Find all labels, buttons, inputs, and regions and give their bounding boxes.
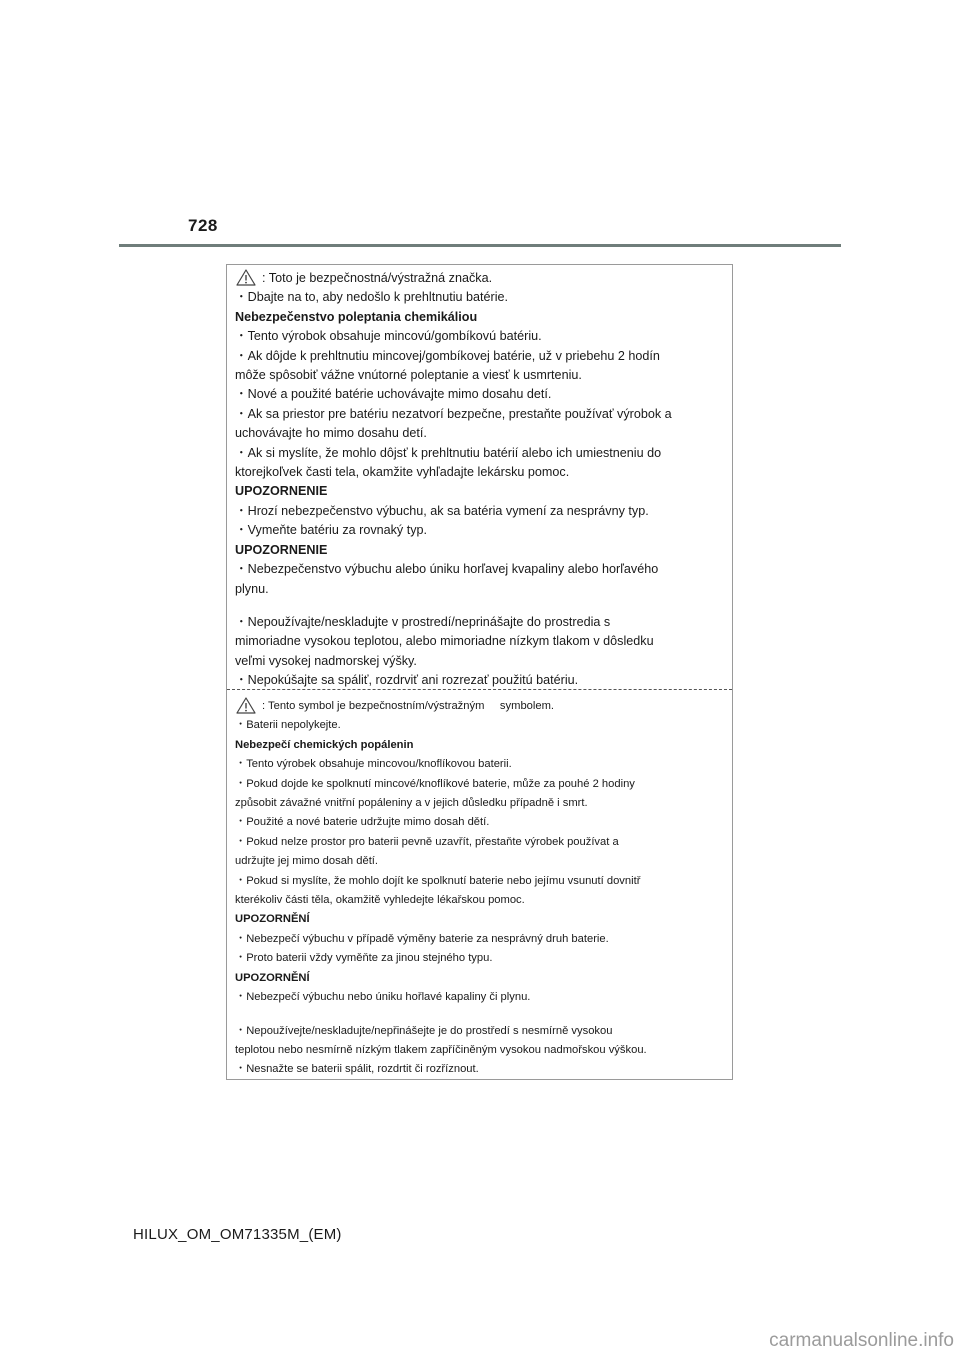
text-line: ・Dbajte na to, aby nedošlo k prehltnutiu batérie. [235, 290, 509, 305]
text-line: ・Proto baterii vždy vyměňte za jinou stejného typu. [235, 952, 493, 965]
symbol-description: : Toto je bezpečnostná/výstražná značka. [262, 271, 493, 285]
symbol-line [235, 269, 726, 288]
document-code: HILUX_OM_OM71335M_(EM) [133, 1226, 342, 1243]
watermark: carmanualsonline.info [769, 1330, 954, 1351]
warning-triangle-icon [236, 697, 256, 714]
language-divider [227, 689, 732, 690]
section-heading: UPOZORNENIE [235, 542, 328, 557]
section-heading: Nebezpečí chemických popálenin [235, 738, 414, 751]
text-line: ・Tento výrobok obsahuje mincovú/gombíkovú batériu. [235, 329, 542, 344]
section-heading: UPOZORNĚNÍ [235, 913, 310, 926]
warning-triangle-icon [236, 269, 256, 286]
text-line: ktorejkoľvek časti tela, okamžite vyhľadajte lekársku pomoc. [235, 465, 570, 480]
header-rule [119, 244, 841, 247]
text-line: ・Nebezpečí výbuchu v případě výměny baterie za nesprávný druh baterie. [235, 932, 609, 945]
text-line: uchovávajte ho mimo dosahu detí. [235, 426, 427, 441]
text-line: ・Nepoužívejte/neskladujte/nepřinášejte je do prostředí s nesmírně vysokou [235, 1024, 613, 1037]
text-line: plynu. [235, 581, 269, 596]
text-line: ・Použité a nové baterie udržujte mimo dosah dětí. [235, 816, 490, 829]
text-line: ・Pokud si myslíte, že mohlo dojít ke spolknutí baterie nebo jejímu vsunutí dovnitř [235, 874, 641, 887]
text-line: ・Nebezpečí výbuchu nebo úniku hořlavé kapaliny či plynu. [235, 991, 531, 1004]
text-line: způsobit závažné vnitřní popáleniny a v jejich důsledku případně i smrt. [235, 797, 588, 810]
symbol-description: : Tento symbol je bezpečnostním/výstražným symbolem. [262, 700, 555, 712]
text-line: môže spôsobiť vážne vnútorné poleptanie a viesť k usmrteniu. [235, 368, 582, 383]
text-line: veľmi vysokej nadmorskej výšky. [235, 653, 417, 668]
symbol-line [235, 697, 726, 716]
spacer [235, 599, 726, 613]
text-line: ・Nové a použité batérie uchovávajte mimo dosahu detí. [235, 387, 552, 402]
text-line: ・Ak sa priestor pre batériu nezatvorí bezpečne, prestaňte používať výrobok a [235, 406, 672, 421]
text-line: ・Nepokúšajte sa spáliť, rozdrviť ani rozrezať použitú batériu. [235, 673, 579, 688]
page-number: 728 [188, 216, 218, 235]
text-line: ・Pokud nelze prostor pro baterii pevně uzavřít, přestaňte výrobek používat a [235, 835, 619, 848]
text-line: ・Pokud dojde ke spolknutí mincové/knoflíkové baterie, může za pouhé 2 hodiny [235, 777, 635, 790]
section-heading: Nebezpečenstvo poleptania chemikáliou [235, 309, 478, 324]
text-line: ・Nepoužívajte/neskladujte v prostredí/neprinášajte do prostredia s [235, 614, 611, 629]
notice-slovak [235, 269, 726, 691]
text-line: ・Ak dôjde k prehltnutiu mincovej/gombíkovej batérie, už v priebehu 2 hodín [235, 348, 660, 363]
text-line: ・Ak si myslíte, že mohlo dôjsť k prehltnutiu batérií alebo ich umiestneniu do [235, 445, 662, 460]
text-line: mimoriadne vysokou teplotou, alebo mimoriadne nízkym tlakom v dôsledku [235, 634, 654, 649]
text-line: ・Baterii nepolykejte. [235, 719, 341, 732]
text-line: ・Nebezpečenstvo výbuchu alebo úniku horľavej kvapaliny alebo horľavého [235, 562, 659, 577]
text-line: ・Hrozí nebezpečenstvo výbuchu, ak sa batéria vymení za nesprávny typ. [235, 503, 649, 518]
text-line: ・Vymeňte batériu za rovnaký typ. [235, 523, 428, 538]
text-line: udržujte jej mimo dosah dětí. [235, 855, 379, 868]
section-heading: UPOZORNENIE [235, 484, 328, 499]
spacer [235, 1008, 726, 1022]
notice-czech [235, 697, 726, 1080]
text-line: teplotou nebo nesmírně nízkým tlakem zapříčiněným vysokou nadmořskou výškou. [235, 1043, 647, 1056]
text-line: ・Nesnažte se baterii spálit, rozdrtit či rozříznout. [235, 1063, 479, 1076]
text-line: kterékoliv části těla, okamžitě vyhledejte lékařskou pomoc. [235, 894, 525, 907]
battery-warning-box [226, 264, 733, 1080]
section-heading: UPOZORNĚNÍ [235, 971, 310, 984]
text-line: ・Tento výrobek obsahuje mincovou/knoflíkovou baterii. [235, 758, 512, 771]
